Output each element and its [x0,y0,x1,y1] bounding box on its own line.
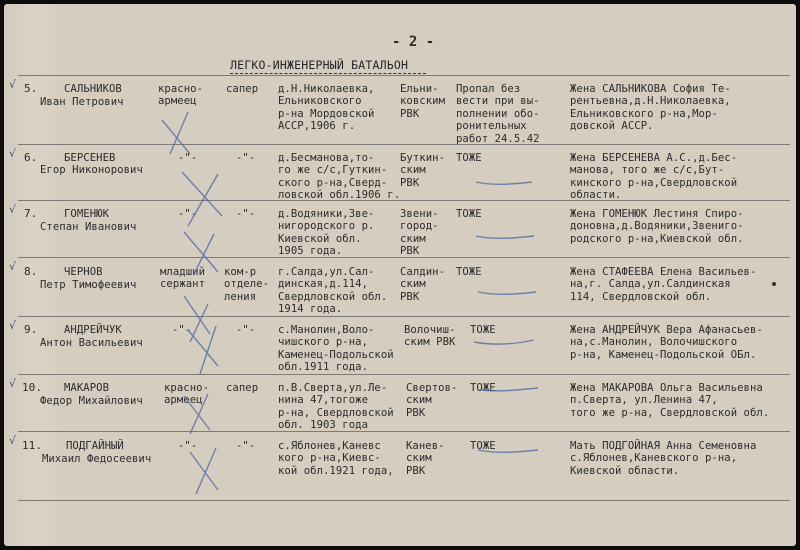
next-of-kin: Мать ПОДГОЙНАЯ Анна Семеновна с.Яблонев,Каневского р-на, Киевской области. [570,440,757,477]
role: -"- [236,440,256,452]
row-number: 11. [22,439,43,452]
fate: ТОЖЕ [470,324,496,336]
given-name: Степан Иванович [40,221,137,233]
row-number: 6. [24,151,38,164]
role: -"- [236,324,256,336]
draft-office: Буткин- ским РВК [400,152,445,189]
heading-underline [230,73,426,74]
rank: -"- [178,152,198,164]
rank: -"- [172,324,192,336]
given-name: Антон Васильевич [40,337,143,349]
given-name: Иван Петрович [40,96,124,108]
draft-office: Канев- ским РВК [406,440,445,477]
birth-info: д.Водяники,Зве- нигородского р. Киевской обл. 1905 года. [278,208,375,258]
draft-office: Ельни- ковским РВК [400,83,445,120]
given-name: Михаил Федосеевич [42,453,152,465]
check-mark-icon: √ [9,147,17,160]
given-name: Егор Никонорович [40,164,143,176]
surname: МАКАРОВ [64,382,109,394]
given-name: Федор Михайлович [40,395,143,407]
section-heading: ЛЕГКО-ИНЖЕНЕРНЫЙ БАТАЛЬОН [230,58,409,72]
role: ком-р отделе- ления [224,266,269,303]
next-of-kin: Жена СТАФЕЕВА Елена Васильев- на,г. Салда,ул.Салдинская 114, Свердловской обл. [570,266,757,303]
row-number: 5. [24,82,38,95]
row-number: 8. [24,265,38,278]
birth-info: г.Салда,ул.Сал- динская,д.114, Свердловской обл. 1914 года. [278,266,388,316]
rank: красно- армеец [158,83,203,108]
row-divider [18,316,790,317]
faded-stamp [86,22,196,34]
surname: ГОМЕНЮК [64,208,109,220]
row-divider [18,500,790,501]
rank: -"- [178,208,198,220]
check-mark-icon: √ [9,434,17,447]
surname: ПОДГАЙНЫЙ [66,440,124,452]
rank: красно- армеец [164,382,209,407]
row-number: 7. [24,207,38,220]
role: -"- [236,152,256,164]
birth-info: д.Бесманова,то- го же с/с,Гуткин- ского р-на,Сверд- ловской обл.1906 г. [278,152,401,202]
surname: ЧЕРНОВ [64,266,103,278]
row-divider [18,431,790,432]
birth-info: с.Яблонев,Каневс кого р-на,Киевс- кой обл.1921 года, [278,440,394,477]
surname: АНДРЕЙЧУК [64,324,122,336]
document-sheet [4,4,796,546]
row-divider [18,374,790,375]
surname: БЕРСЕНЕВ [64,152,116,164]
page-number: - 2 - [392,34,435,50]
role: сапер [226,382,259,394]
punch-mark [772,282,776,286]
draft-office: Свертов- ским РВК [406,382,458,419]
fate: ТОЖЕ [456,152,482,164]
draft-office: Звени- город- ским РВК [400,208,439,258]
next-of-kin: Жена САЛЬНИКОВА София Те- рентьевна,д.Н.Николаевка, Ельниковского р-на,Мор- довской АССР. [570,83,731,133]
row-divider [18,75,790,76]
fate: ТОЖЕ [456,208,482,220]
row-number: 10. [22,381,43,394]
draft-office: Салдин- ским РВК [400,266,445,303]
row-divider [18,144,790,145]
check-mark-icon: √ [9,377,17,390]
check-mark-icon: √ [9,319,17,332]
check-mark-icon: √ [9,260,17,273]
birth-info: д.Н.Николаевка, Ельниковского р-на Мордовской АССР,1906 г. [278,83,375,133]
fate: Пропал без вести при вы- полнении обо- ронительных работ 24.5.42 [456,83,540,145]
fate: ТОЖЕ [456,266,482,278]
next-of-kin: Жена АНДРЕЙЧУК Вера Афанасьев- на,с.Манолин, Волочишского р-на, Каменец-Подольской ОБл. [570,324,763,361]
role: сапер [226,83,259,95]
next-of-kin: Жена МАКАРОВА Ольга Васильевна п.Сверта, ул.Ленина 47, того же р-на, Свердловской обл. [570,382,770,419]
surname: САЛЬНИКОВ [64,83,122,95]
rank: младший сержант [160,266,205,291]
draft-office: Волочиш- ским РВК [404,324,456,349]
birth-info: с.Манолин,Воло- чишского р-на, Каменец-Подольской обл.1911 года. [278,324,394,374]
next-of-kin: Жена ГОМЕНЮК Лестиня Спиро- доновна,д.Водяники,Звениго- родского р-на,Киевской обл. [570,208,744,245]
role: -"- [236,208,256,220]
fate: ТОЖЕ [470,382,496,394]
check-mark-icon: √ [9,203,17,216]
fate: ТОЖЕ [470,440,496,452]
rank: -"- [178,440,198,452]
check-mark-icon: √ [9,78,17,91]
row-number: 9. [24,323,38,336]
birth-info: п.В.Сверта,ул.Ле- нина 47,тогоже р-на, Свердловской обл. 1903 года [278,382,394,432]
given-name: Петр Тимофеевич [40,279,137,291]
next-of-kin: Жена БЕРСЕНЕВА А.С.,д.Бес- манова, того же с/с,Бут- кинского р-на,Свердловской области. [570,152,738,202]
